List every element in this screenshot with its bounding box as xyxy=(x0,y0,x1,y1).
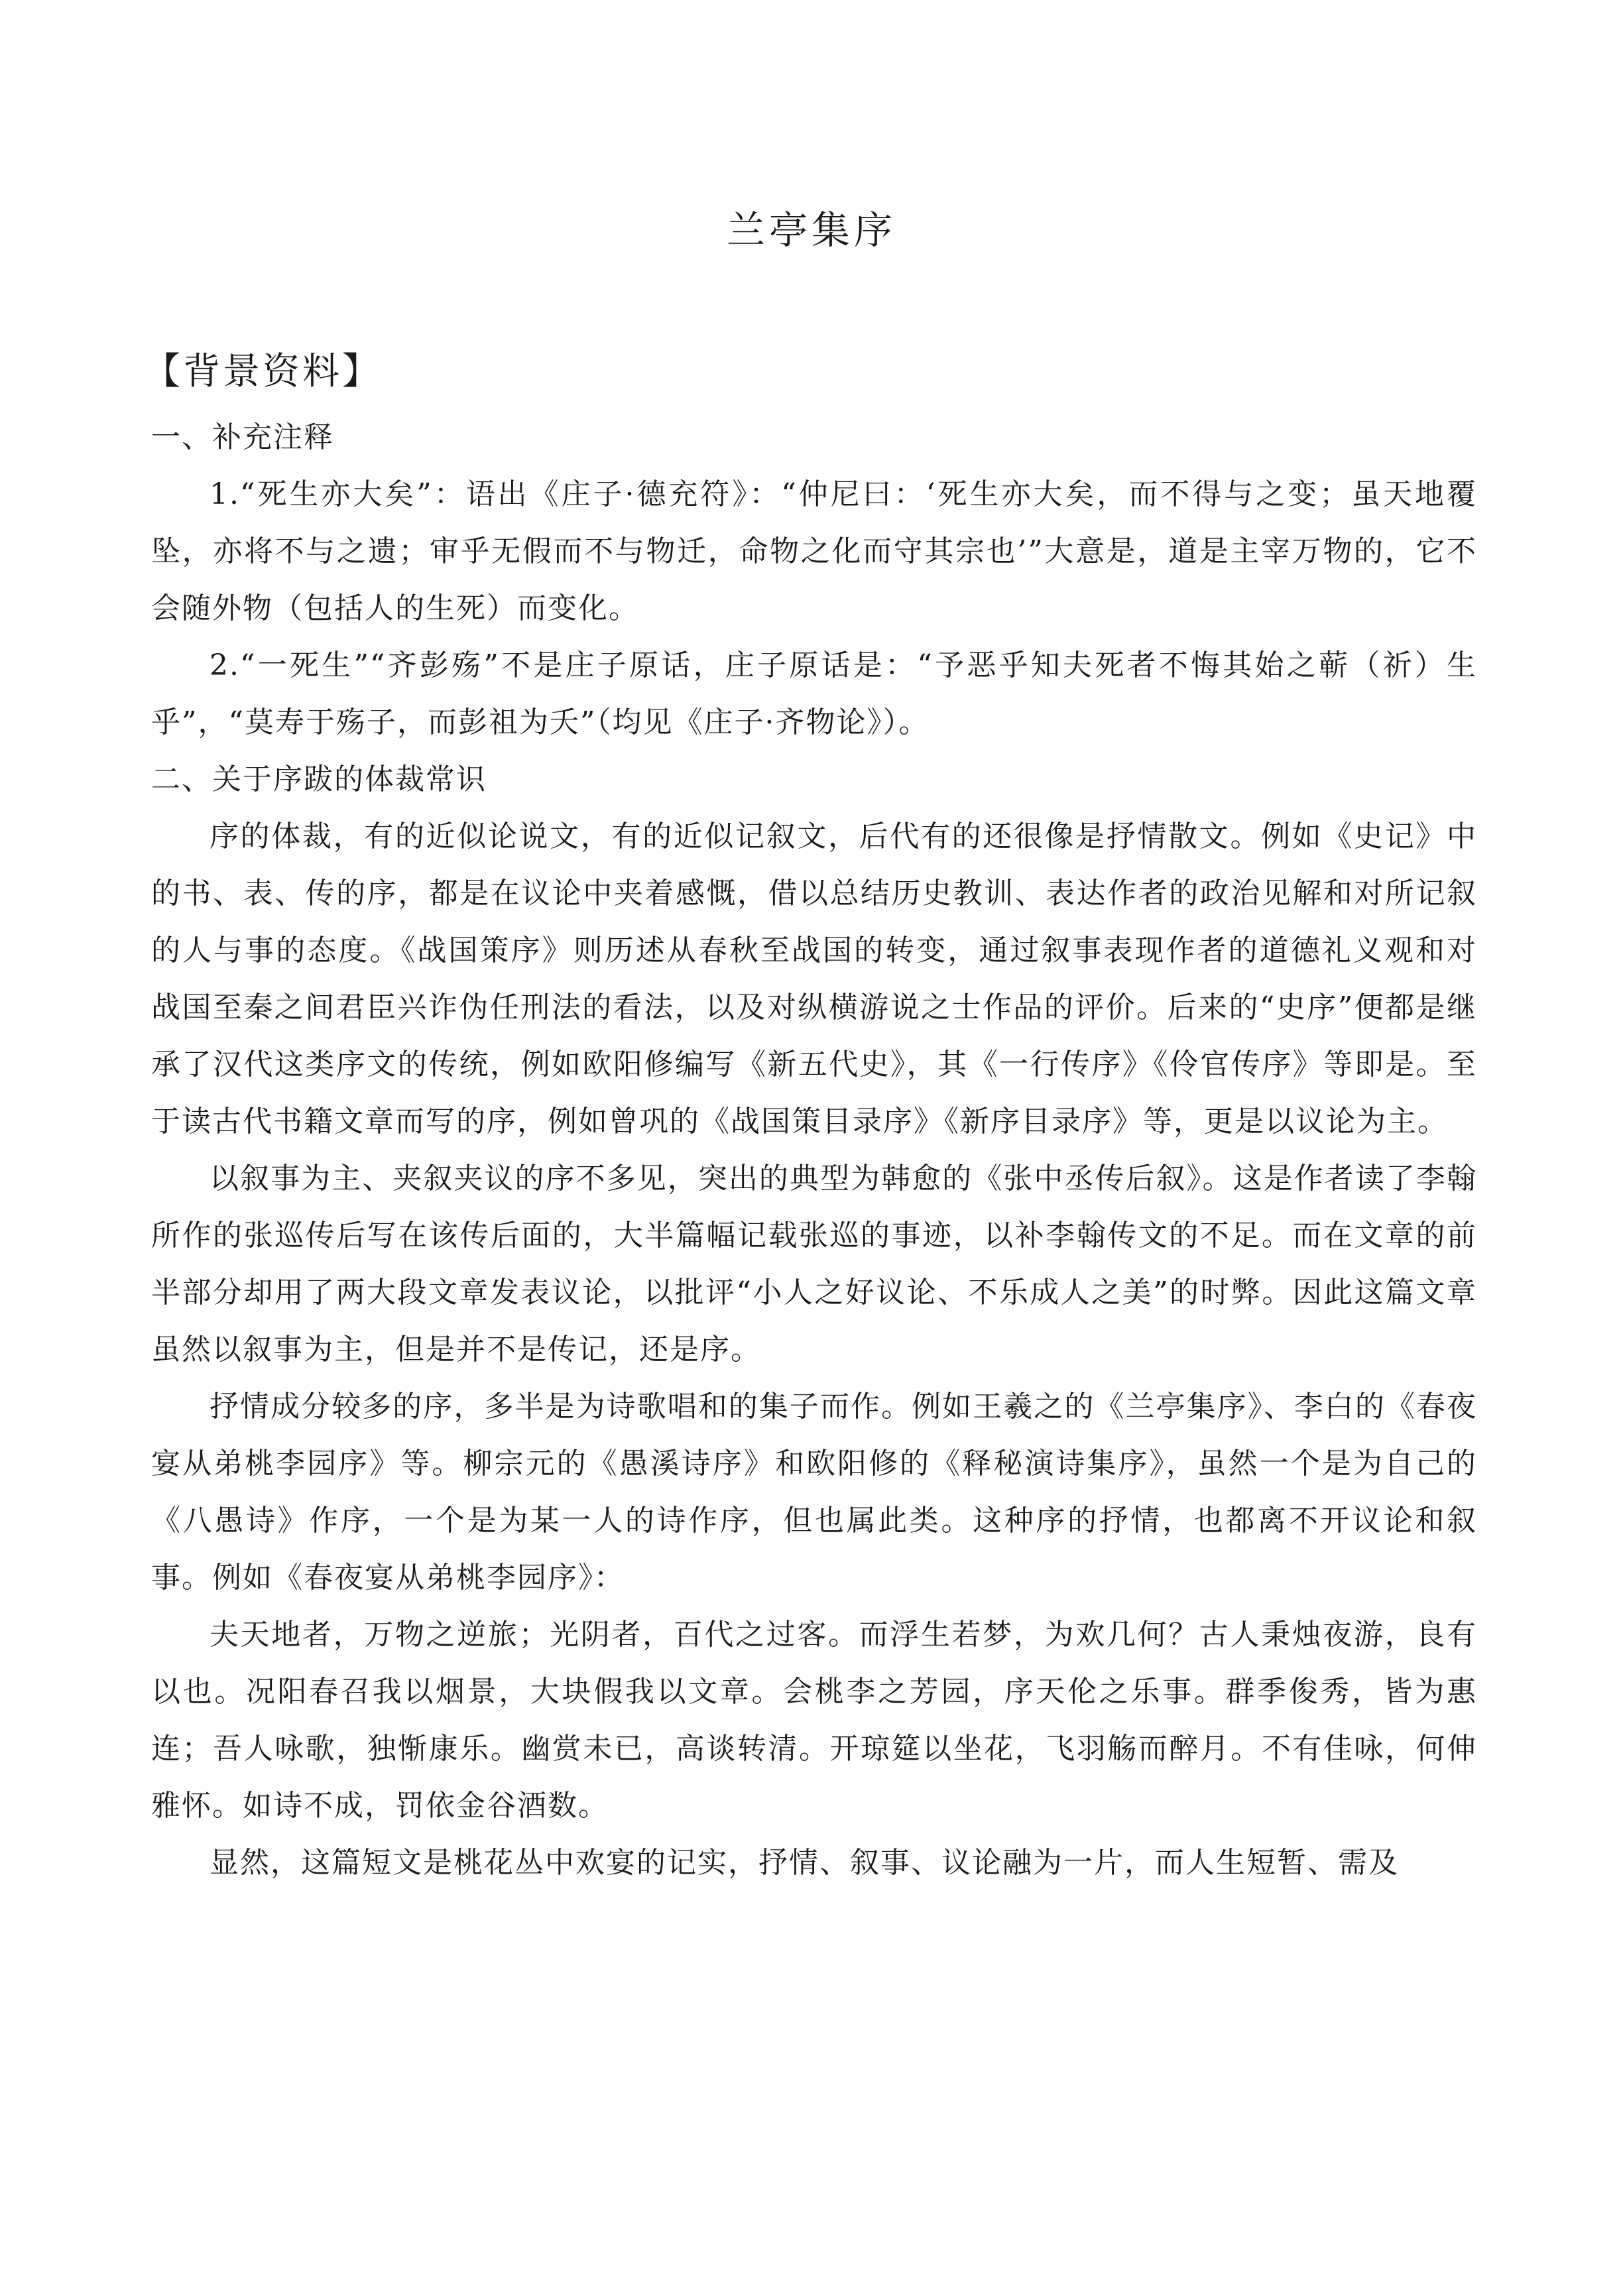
subheading-annotations: 一、补充注释 xyxy=(151,420,334,454)
subheading-genre: 二、关于序跋的体裁常识 xyxy=(151,762,487,796)
page-title: 兰亭集序 xyxy=(726,208,896,253)
section-heading: 【背景资料】 xyxy=(143,350,382,393)
document-body xyxy=(143,335,1477,1892)
paragraph-1: 序的体裁，有的近似论说文，有的近似记叙文，后代有的还很像是抒情散文。例如《史记》中的书、表、传的序，都是在议论中夹着感慨，借以总结历史教训、表达作者的政治见解和对所记叙的人与事的态度。《战国策序》则历述从春秋至战国的转变，通过叙事表现作者的道德礼义观和对战国至秦之间君臣兴诈伪任刑法的看法，以及对纵横游说之士作品的评价。后来的“史序”便都是继承了汉代这类序文的传统，例如欧阳修编写《新五代史》，其《一行传序》《伶官传序》等即是。至于读古代书籍文章而写的序，例如曾巩的《战国策目录序》《新序目录序》等，更是以议论为主。 xyxy=(151,819,1477,1138)
quoted-passage: 夫天地者，万物之逆旅；光阴者，百代之过客。而浮生若梦，为欢几何？古人秉烛夜游，良有以也。况阳春召我以烟景，大块假我以文章。会桃李之芳园，序天伦之乐事。群季俊秀，皆为惠连；吾人咏歌，独惭康乐。幽赏未已，高谈转清。开琼筵以坐花，飞羽觞而醉月。不有佳咏，何伸雅怀。如诗不成，罚依金谷酒数。 xyxy=(151,1618,1477,1823)
paragraph-5: 显然，这篇短文是桃花丛中欢宴的记实，抒情、叙事、议论融为一片，而人生短暂、需及 xyxy=(210,1846,1399,1880)
paragraph-3: 抒情成分较多的序，多半是为诗歌唱和的集子而作。例如王羲之的《兰亭集序》、李白的《春夜宴从弟桃李园序》等。柳宗元的《愚溪诗序》和欧阳修的《释秘演诗集序》，虽然一个是为自己的《八愚诗》作序，一个是为某一人的诗作序，但也属此类。这种序的抒情，也都离不开议论和叙事。例如《春夜宴从弟桃李园序》： xyxy=(151,1390,1477,1595)
paragraph-2: 以叙事为主、夹叙夹议的序不多见，突出的典型为韩愈的《张中丞传后叙》。这是作者读了李翰所作的张巡传后写在该传后面的，大半篇幅记载张巡的事迹，以补李翰传文的不足。而在文章的前半部分却用了两大段文章发表议论，以批评“小人之好议论、不乐成人之美”的时弊。因此这篇文章虽然以叙事为主，但是并不是传记，还是序。 xyxy=(151,1162,1477,1366)
annotation-1: 1.“死生亦大矣”：语出《庄子·德充符》：“仲尼曰：‘死生亦大矣，而不得与之变；虽天地覆坠，亦将不与之遗；审乎无假而不与物迁，命物之化而守其宗也’”大意是，道是主宰万物的，它不会随外物（包括人的生死）而变化。 xyxy=(151,477,1477,625)
annotation-2: 2.“一死生”“齐彭殇”不是庄子原话，庄子原话是：“予恶乎知夫死者不悔其始之蕲（祈）生乎”，“莫寿于殇子，而彭祖为夭”（均见《庄子·齐物论》）。 xyxy=(151,648,1477,739)
